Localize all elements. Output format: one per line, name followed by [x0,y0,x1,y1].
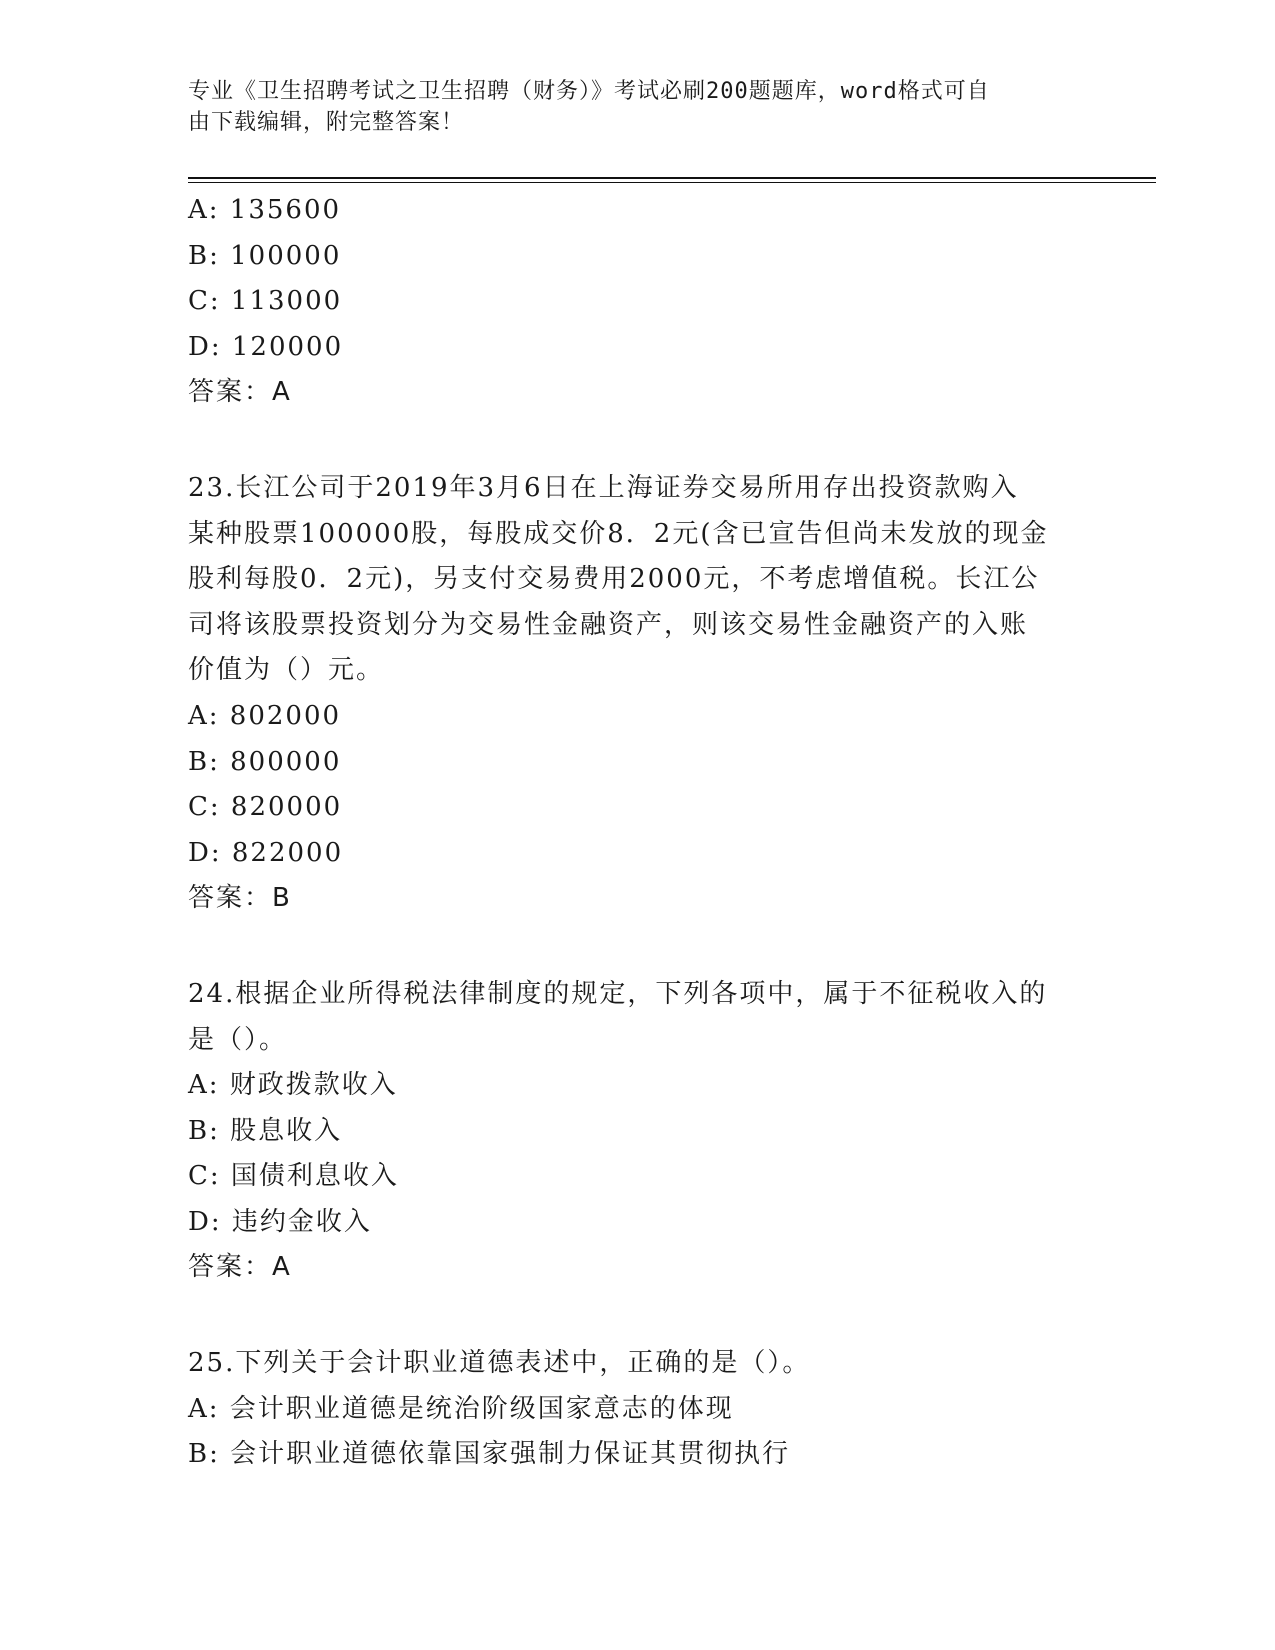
option-d: D: 120000 [188,331,344,362]
question-25 [188,1341,1088,1478]
option-c: C: 国债利息收入 [188,1161,399,1192]
question-text-line: 24.根据企业所得税法律制度的规定，下列各项中，属于不征税收入的 [188,978,1048,1009]
question-24 [188,972,1088,1291]
question-text-line: 是（）。 [188,1024,288,1055]
option-a: A: 财政拨款收入 [188,1070,398,1101]
question-text-line: 价值为（）元。 [188,655,385,686]
question-text-line: 某种股票100000股，每股成交价8．2元(含已宣告但尚未发放的现金 [188,518,1049,549]
option-c: C: 113000 [188,286,343,317]
answer-line: 答案：A [188,1252,292,1283]
option-b: B: 会计职业道德依靠国家强制力保证其贯彻执行 [188,1439,791,1470]
document-header [188,76,1088,138]
option-a: A: 135600 [188,195,342,225]
option-c: C: 820000 [188,792,343,823]
option-b: B: 股息收入 [188,1115,343,1146]
header-divider-thick [188,177,1156,179]
question-text-line: 股利每股0．2元)，另支付交易费用2000元，不考虑增值税。长江公 [188,564,1040,595]
option-a: A: 802000 [188,700,342,731]
option-b: B: 100000 [188,240,342,271]
option-d: D: 822000 [188,837,344,868]
option-d: D: 违约金收入 [188,1206,372,1237]
question-text-line: 25.下列关于会计职业道德表述中，正确的是（）。 [188,1348,811,1379]
header-line-2: 由下载编辑，附完整答案！ [188,110,465,135]
answer-line: 答案：A [188,377,292,408]
header-line-1: 专业《卫生招聘考试之卫生招聘（财务）》考试必刷200题题库，word格式可自 [188,79,990,104]
question-text-line: 23.长江公司于2019年3月6日在上海证券交易所用存出投资款购入 [188,472,1019,503]
header-divider-thin [188,182,1156,183]
question-22 [188,188,1088,416]
question-23 [188,466,1088,922]
question-body [188,188,1088,1478]
question-text-line: 司将该股票投资划分为交易性金融资产，则该交易性金融资产的入账 [188,609,1029,640]
option-b: B: 800000 [188,746,342,777]
option-a: A: 会计职业道德是统治阶级国家意志的体现 [188,1393,734,1424]
answer-line: 答案：B [188,883,292,914]
